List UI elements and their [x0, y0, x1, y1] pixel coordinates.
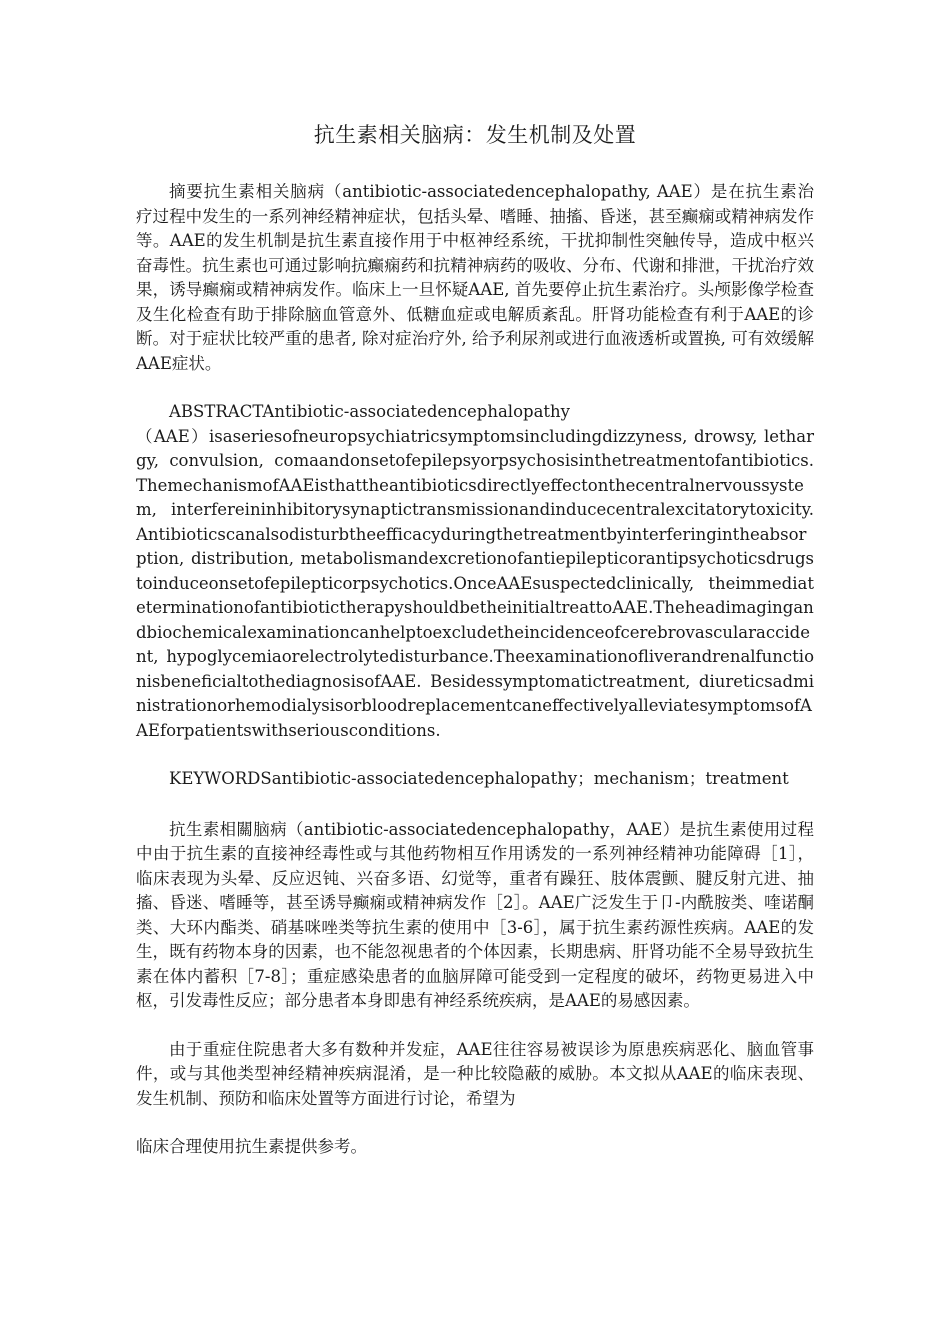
abstract-chinese: 摘要抗生素相关脑病（antibiotic-associatedencephalopathy, AAE）是在抗生素治疗过程中发生的一系列神经精神症状，包括头晕、嗜睡、抽搐、昏迷，甚至癫痫或精神病发作等。AAE的发生机制是抗生素直接作用于中枢神经系统，干扰抑制性突触传导，造成中枢兴奋毒性。抗生素也可通过影响抗癫痫药和抗精神病药的吸收、分布、代谢和排泄，干扰治疗效果，诱导癫痫或精神病发作。临床上一旦怀疑AAE, 首先要停止抗生素治疗。头颅影像学检查及生化检查有助于排除脑血管意外、低糖血症或电解质紊乱。肝肾功能检查有利于AAE的诊断。对于症状比较严重的患者, 除对症治疗外, 给予利尿剂或进行血液透析或置换, 可有效缓解AAE症状。: [136, 182, 814, 373]
intro-paragraph: 抗生素相關脑病（antibiotic-associatedencephalopathy，AAE）是抗生素使用过程中由于抗生素的直接神经毒性或与其他药物相互作用诱发的一系列神经精神功能障碍［1］，临床表现为头晕、反应迟钝、兴奋多语、幻觉等，重者有躁狂、肢体震颤、腱反射亢进、抽搐、昏迷、嗜睡等，甚至诱导癫痫或精神病发作［2］。AAE广泛发生于卩-内酰胺类、喹诺酮类、大环内酯类、硝基咪唑类等抗生素的使用中［3-6］，属于抗生素药源性疾病。AAE的发生，既有药物本身的因素，也不能忽视患者的个体因素，长期患病、肝肾功能不全易导致抗生素在体内蓄积［7-8］；重症感染患者的血脑屏障可能受到一定程度的破坏，药物更易进入中枢，引发毒性反应；部分患者本身即患有神经系统疾病，是AAE的易感因素。: [136, 819, 814, 1010]
third-paragraph: 临床合理使用抗生素提供参考。: [136, 1137, 367, 1156]
document-title: 抗生素相关脑病：发生机制及处置: [313, 123, 637, 147]
abstract-english-heading: ABSTRACTAntibiotic-associatedencephalopathy: [169, 402, 570, 421]
abstract-english: [136, 400, 814, 743]
second-paragraph: 由于重症住院患者大多有数种并发症，AAE往往容易被误诊为原患疾病恶化、脑血管事件，或与其他类型神经精神疾病混淆，是一种比较隐蔽的威胁。本文拟从AAE的临床表现、发生机制、预防和临床处置等方面进行讨论，希望为: [136, 1039, 814, 1108]
abstract-english-body: （AAE）isaseriesofneuropsychiatricsymptomsincludingdizzyness, drowsy, lethargy, convulsion, comaandonsetofepilepsyorpsychosisinthetreatmentofantibiotics.ThemechanismofAAEisthattheantibioticsdirectlyeffectonthecentralnervoussystem, interfereininhibitorysynaptictransmissionandinducecentralexcitatorytoxicity.Antibioticscanalsodisturbtheefficacyduringthetreatmentbyinterferingintheabsorption, distribution, metabolismandexcretionofantiepilepticorantipsychoticsdrugstoinduceonsetofepilepticorpsychotics.OnceAAEsuspectedclinically, theimmediateterminationofantibiotictherapyshouldbetheinitialtreattoAAE.Theheadimagingandbiochemicalexaminationcanhelptoexcludetheincidenceofcerebrovascularaccident, hypoglycemiaorelectrolytedisturbance.TheexaminationofliverandrenalfunctionisbeneficialtothediagnosisofAAE. Besidessymptomatictreatment, diureticsadministrationorhemodialysisorbloodreplacementcaneffectivelyalleviatesymptomsofAAEforpatientswithseriousconditions.: [136, 426, 814, 740]
keywords-line: KEYWORDSantibiotic-associatedencephalopathy；mechanism；treatment: [169, 769, 789, 788]
